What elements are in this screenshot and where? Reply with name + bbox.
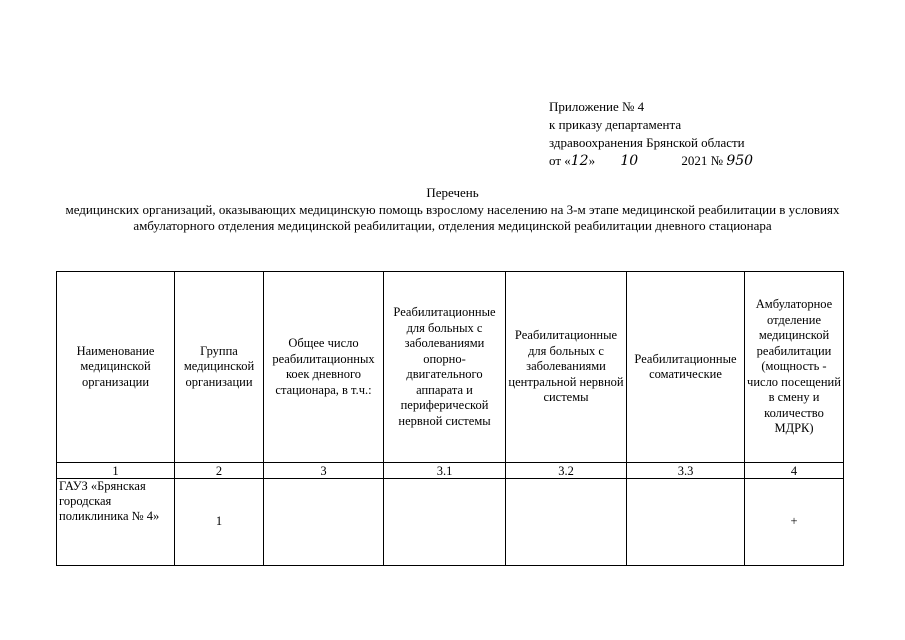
cell-org-group: 1: [175, 479, 264, 566]
handwritten-month: 10: [620, 153, 639, 169]
table-header-row: [57, 272, 844, 463]
header-somatic-beds: Реабилитационные соматические: [627, 272, 745, 463]
handwritten-day: 12: [570, 153, 589, 169]
appendix-block: [549, 98, 753, 170]
document-title: [60, 185, 845, 235]
header-outpatient: Амбулаторное отделение медицинской реабилитации (мощность - число посещений в смену и количество МДРК): [745, 272, 844, 463]
cell-outpatient: +: [745, 479, 844, 566]
cell-cns-beds: [506, 479, 627, 566]
cell-total-beds: [264, 479, 384, 566]
appendix-line-1: Приложение № 4: [549, 99, 645, 114]
col-number: 3.2: [506, 463, 627, 479]
title-body: медицинских организаций, оказывающих медицинскую помощь взрослому населению на 3-м этапе медицинской реабилитации в условиях амбулаторного отделения медицинской реабилитации, отделения медицинской реабилитации дневного стационара: [65, 201, 840, 233]
appendix-line-3: здравоохранения Брянской области: [549, 135, 745, 150]
cell-somatic-beds: [627, 479, 745, 566]
cell-msk-beds: [384, 479, 506, 566]
header-cns-beds: Реабилитационные для больных с заболеваниями центральной нервной системы: [506, 272, 627, 463]
col-number: 3.3: [627, 463, 745, 479]
header-org-name: Наименование медицинской организации: [57, 272, 175, 463]
appendix-date-line: [549, 152, 753, 170]
col-number: 2: [175, 463, 264, 479]
header-org-group: Группа медицинской организации: [175, 272, 264, 463]
col-number: 3.1: [384, 463, 506, 479]
col-number: 4: [745, 463, 844, 479]
date-year: 2021 №: [681, 153, 724, 168]
table-row: [57, 479, 844, 566]
title-heading: Перечень: [426, 185, 479, 200]
cell-org-name: ГАУЗ «Брянская городская поликлиника № 4»: [57, 479, 175, 566]
col-number: 3: [264, 463, 384, 479]
handwritten-number: 950: [726, 153, 754, 169]
col-number: 1: [57, 463, 175, 479]
date-quote-close: »: [588, 153, 596, 168]
header-total-beds: Общее число реабилитационных коек дневного стационара, в т.ч.:: [264, 272, 384, 463]
table-numbering-row: [57, 463, 844, 479]
header-msk-beds: Реабилитационные для больных с заболеваниями опорно-двигательного аппарата и периферической нервной системы: [384, 272, 506, 463]
date-prefix: от «: [549, 153, 571, 168]
appendix-line-2: к приказу департамента: [549, 117, 682, 132]
organizations-table: [56, 271, 844, 566]
